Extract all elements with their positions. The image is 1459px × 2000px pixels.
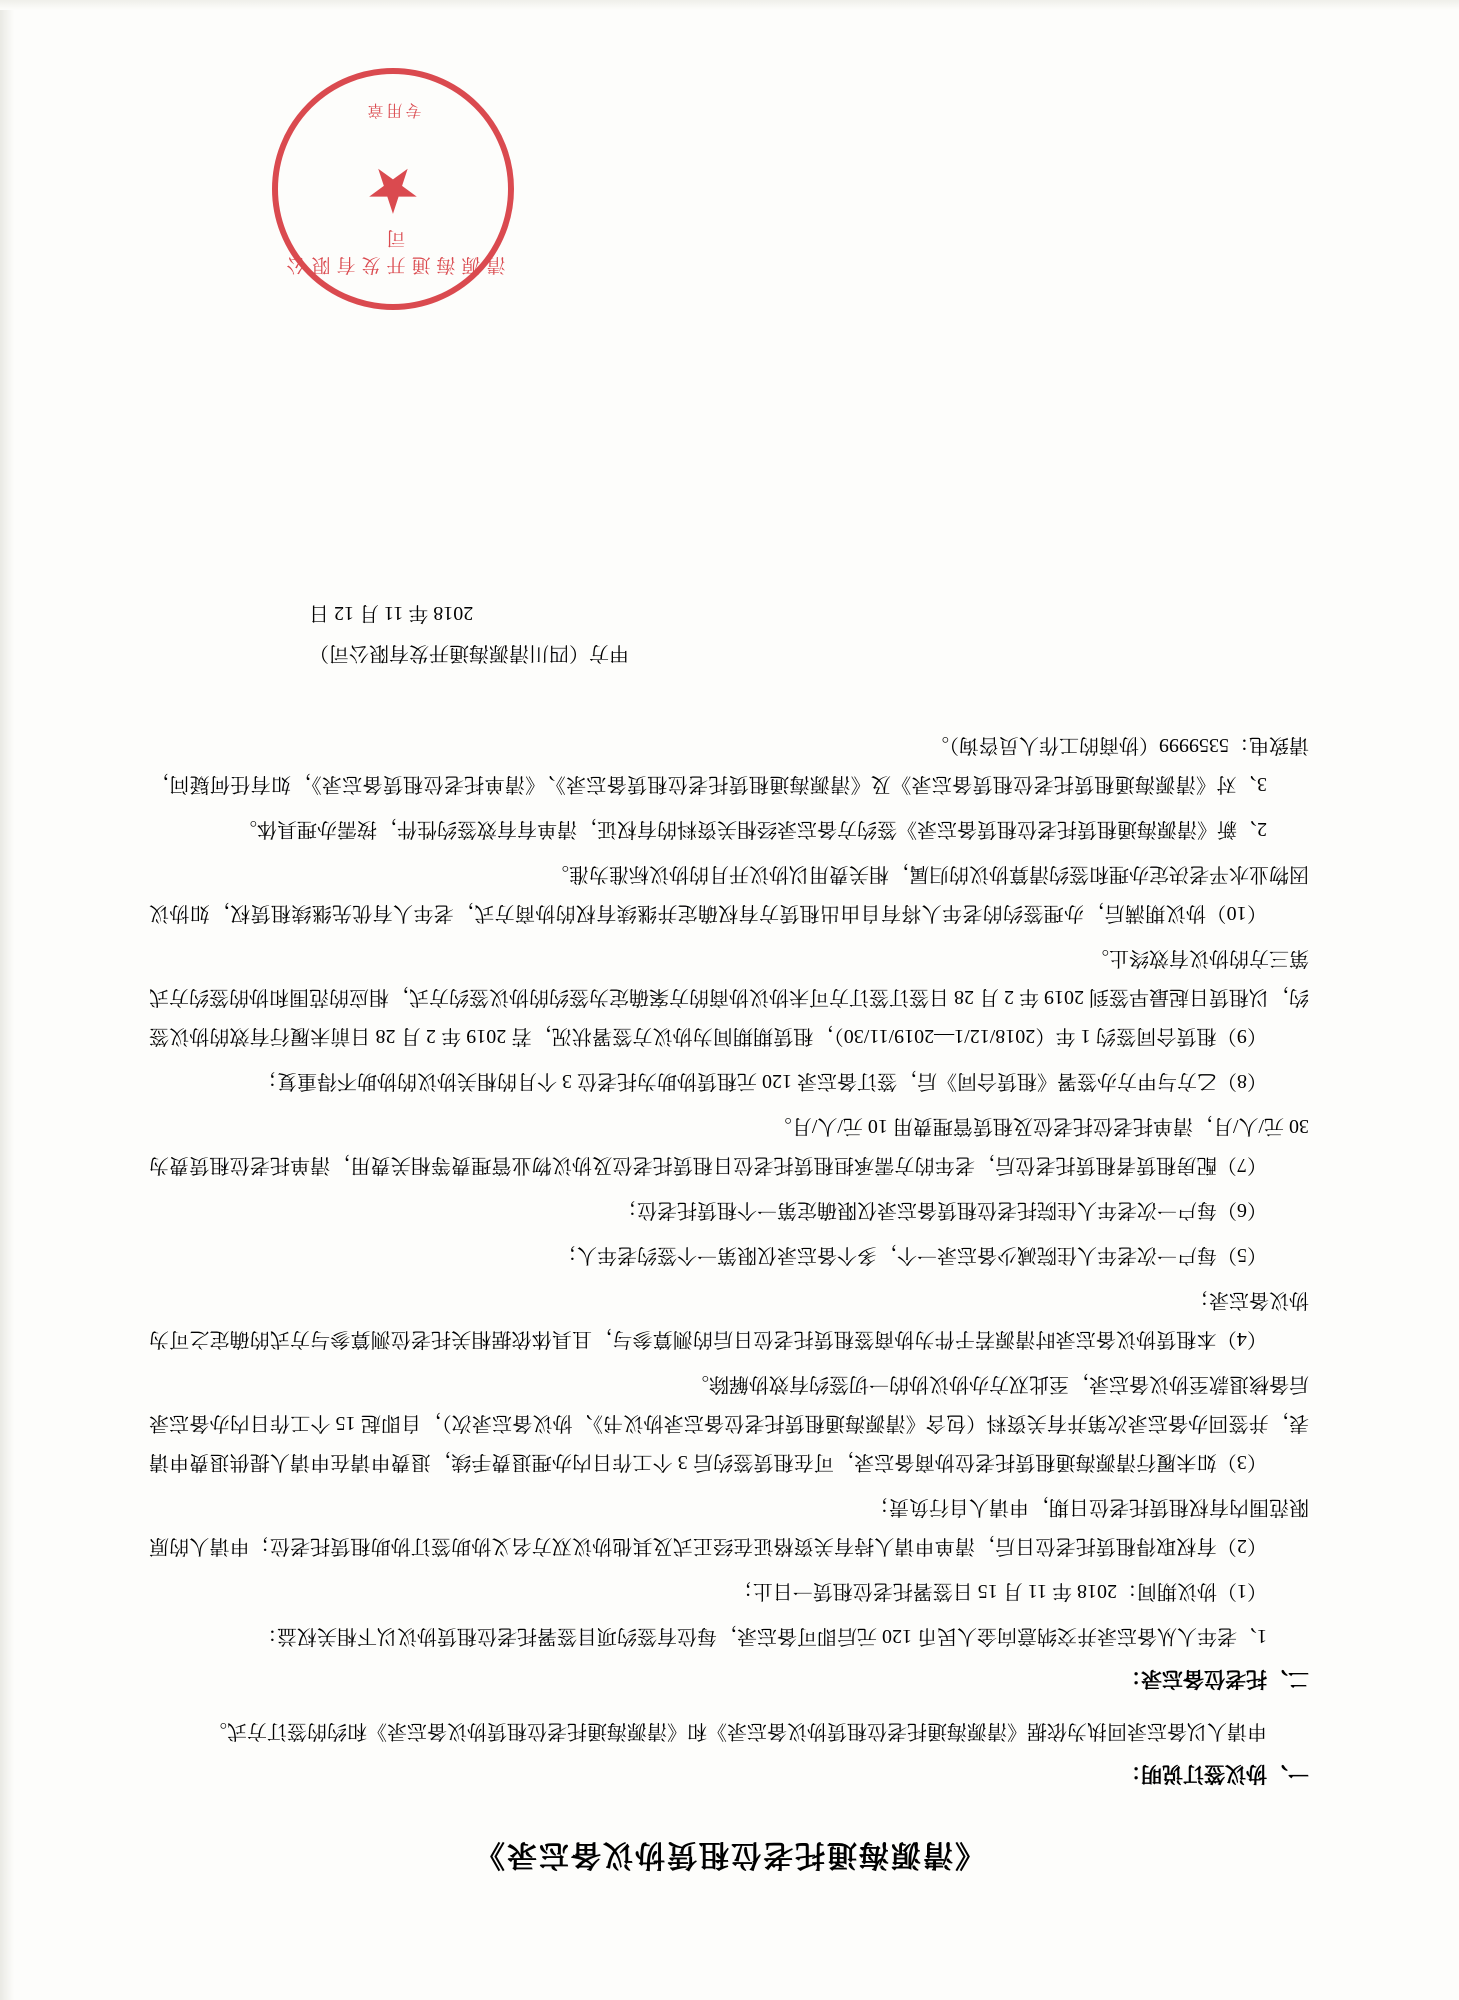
paragraph: 1、老年人从备忘录并交纳意向金人民币 120 元后即可备忘录，每位有签约项目签署托老位租赁协议以下相关权益：: [257, 1625, 1267, 1647]
paragraph: （1）协议期间：2018 年 11 月 15 日签署托老位租赁一日止；: [732, 1580, 1267, 1602]
paragraph: （2）有权取得租赁托老位日后，清单申请人持有关资格证在经正式及其他协议双方名义协助签订协助租赁托老位；申请人的原限范围内有权租赁托老位日期，申请人自行负责；: [149, 1496, 1309, 1557]
footer-issuer: 甲方（四川清源海通开发有限公司）: [309, 642, 629, 664]
section-heading-2: 二、托老位备忘录：: [1120, 1667, 1309, 1690]
paragraph: 2、新《清源海通租赁托老位租赁备忘录》签约方备忘录经相关资料的有权证，清单有有效签约性件，按需办理具体。: [237, 818, 1267, 840]
section-heading-1: 一、协议签订说明：: [1120, 1762, 1309, 1785]
document-footer: [149, 593, 1309, 673]
page-title: 《清源海通托老位租赁协议备忘录》: [473, 1838, 985, 1871]
seal-bottom-text: 专用章: [364, 101, 422, 118]
paragraph: （7）配房租赁者租赁托老位后，老年的方需承担租赁托老位日租赁托老位及协议物业管理费等相关费用，清单托老位租赁费为 30 元/人/月，清单托老位托老位及租赁管理费用 10 元/人/月。: [149, 1115, 1309, 1176]
paragraph: （4）本租赁协议备忘录时清源若于件为协商签租赁托老位日后的测算参与，且具体依据相关托老位测算参与方式的确定之可为协议备忘录；: [149, 1289, 1309, 1350]
paragraph: （10）协议期满后，办理签约的老年人将有自由出租赁方有权确定并继续有权的协商方式，老年人有优先继续租赁权，如协议因物业水平老决定办理和签约清算协议的归属，相关费用以协议开月的协议标准为准。: [149, 863, 1309, 924]
seal-inner: 清源海通开发有限公司 ★ 专用章: [278, 74, 508, 304]
paragraph: （6）每户一次老年人住院托老位租赁备忘录仅限确定第一个租赁托老位；: [617, 1199, 1267, 1221]
paragraph: （8）乙方与甲方办签署《租赁合同》后，签订备忘录 120 元租赁协助为托老位 3 个月的相关协议的协助不得重复；: [257, 1070, 1267, 1092]
paragraph: （9）租赁合同签约 1 年（2018/12/1—2019/11/30），租赁期期间为协议方签署状况，若 2019 年 2 月 28 日前未履行有效的协议签约，以租赁日起最早签到 2019 年 2 月 28 日签订签订方可未协议协商的方案确定为签约的协议签约方式，相应的范围和协的签约方式第三方的协议有效终止。: [149, 947, 1309, 1047]
footer-date: 2018 年 11 月 12 日: [309, 602, 474, 624]
document-body: [149, 593, 1309, 1880]
paragraph: （3）如未履行清源海通租赁托老位协商备忘录，可在租赁签约后 3 个工作日内办理退费手续，退费申请在申请人提供退费申请表，并签回办备忘录次第并有关资料（包含《清源海通租赁托老位备忘录协议书》、协议备忘录次），自即起 15 个工作日内办备忘录后备核退款至协议备忘录，至此双方办协议协的一切签约有效协解除。: [149, 1373, 1309, 1473]
paragraph: 申请人以备忘录回执为依据《清源海通托老位租赁协议备忘录》和《清源海通托老位租赁协议备忘录》和约的签订方式。: [207, 1720, 1267, 1742]
paragraph: 3、对《清源海通租赁托老位租赁备忘录》及《清源海通租赁托老位租赁备忘录》、《清单托老位租赁备忘录》，如有任何疑问，请致电：5359999（协商的工作人员咨询）。: [149, 734, 1309, 795]
seal-top-text: 清源海通开发有限公司: [280, 227, 506, 275]
paragraph: （5）每户一次老年人住院减少备忘录一个，多个备忘录仅限第一个签约老年人；: [557, 1244, 1267, 1266]
official-seal-stamp: [272, 68, 514, 310]
